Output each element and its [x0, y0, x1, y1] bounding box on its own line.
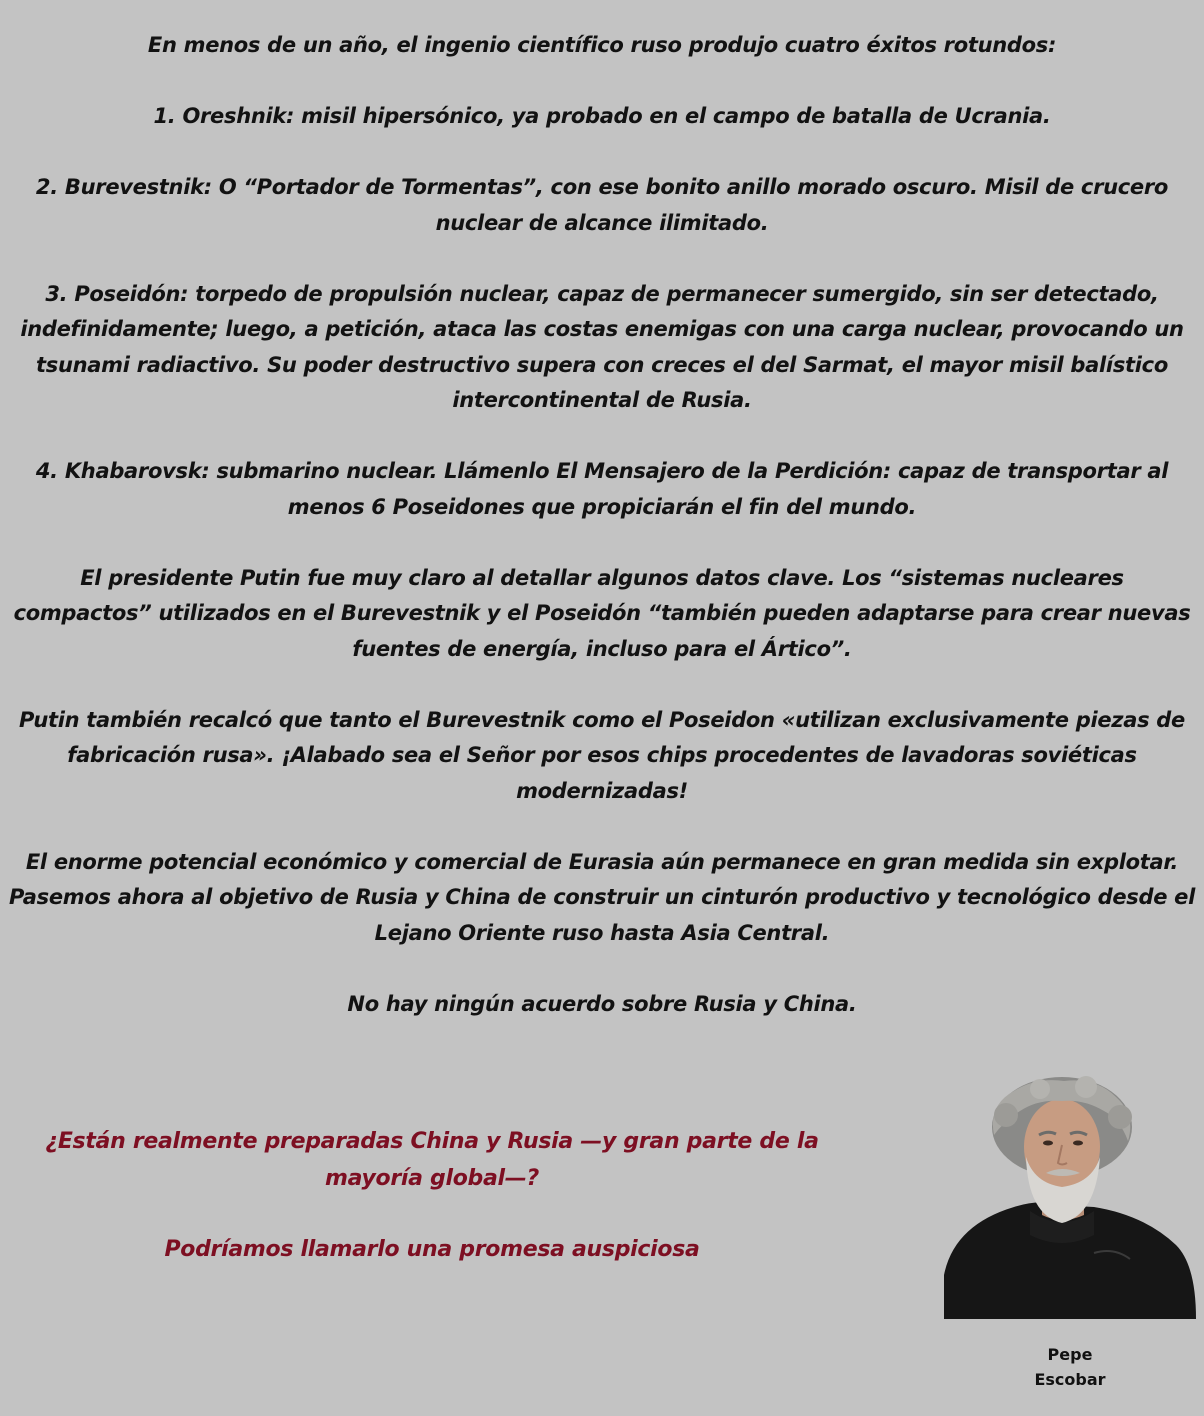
article-paragraph-burevestnik: 2. Burevestnik: O “Portador de Tormentas”, con ese bonito anillo morado oscuro. Misil de crucero nuclear de alcance ilimitado. [35, 175, 1169, 235]
article-paragraph-oreshnik: 1. Oreshnik: misil hipersónico, ya probado en el campo de batalla de Ucrania. [153, 104, 1051, 128]
closing-quote [20, 1123, 844, 1268]
article-paragraph-putin-russian-parts: Putin también recalcó que tanto el Burevestnik como el Poseidon «utilizan exclusivamente piezas de fabricación rusa». ¡Alabado sea el Señor por esos chips procedentes de lavadoras soviéticas modernizadas! [19, 707, 1185, 803]
closing-question: ¿Están realmente preparadas China y Rusia —y gran parte de la mayoría global—? [45, 1129, 819, 1191]
author-portrait-illustration [944, 1075, 1196, 1319]
author-first-name: Pepe [1047, 1345, 1093, 1364]
article-paragraph-putin-compact-systems: El presidente Putin fue muy claro al detallar algunos datos clave. Los “sistemas nucleares compactos” utilizados en el Burevestnik y el Poseidón “también pueden adaptarse para crear nuevas fuentes de energía, incluso para el Ártico”. [13, 565, 1191, 661]
closing-answer: Podríamos llamarlo una promesa auspiciosa [164, 1237, 700, 1262]
article-paragraph-poseidon: 3. Poseidón: torpedo de propulsión nuclear, capaz de permanecer sumergido, sin ser detectado, indefinidamente; luego, a petición, ataca las costas enemigas con una carga nuclear, provocando un tsunami radiactivo. Su poder destructivo supera con creces el del Sarmat, el mayor misil balístico intercontinental de Rusia. [20, 281, 1184, 412]
author-last-name: Escobar [1034, 1370, 1106, 1389]
article-paragraph-no-deal: No hay ningún acuerdo sobre Rusia y China. [347, 991, 857, 1016]
author-name [1000, 1342, 1140, 1392]
article-paragraph-khabarovsk: 4. Khabarovsk: submarino nuclear. Llámenlo El Mensajero de la Perdición: capaz de transportar al menos 6 Poseidones que propiciarán el fin del mundo. [35, 459, 1169, 519]
author-portrait [944, 1075, 1196, 1319]
article-paragraph-eurasia: El enorme potencial económico y comercial de Eurasia aún permanece en gran medida sin explotar. Pasemos ahora al objetivo de Rusia y China de construir un cinturón productivo y tecnológico desde el Lejano Oriente ruso hasta Asia Central. [9, 849, 1195, 945]
article-paragraph-intro: En menos de un año, el ingenio científico ruso produjo cuatro éxitos rotundos: [147, 33, 1057, 57]
article-body [0, 28, 1204, 1022]
